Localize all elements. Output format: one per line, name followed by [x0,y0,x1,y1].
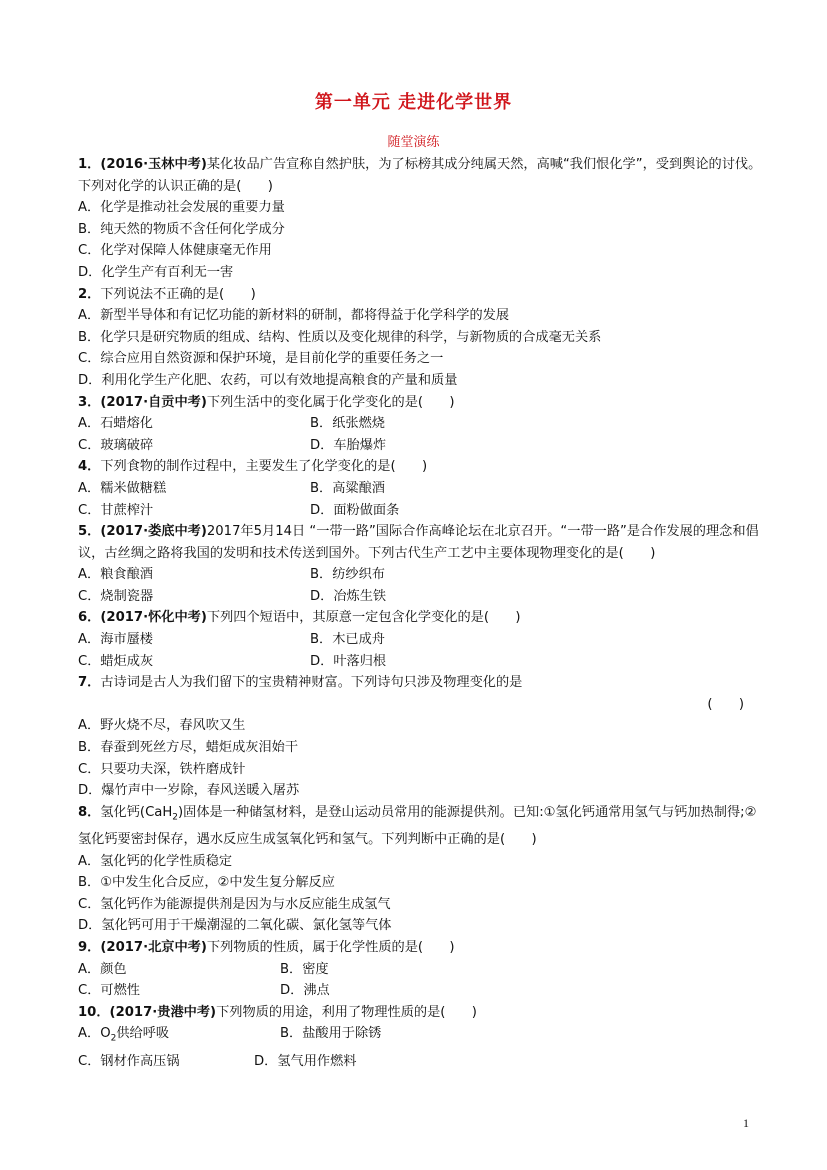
option-d: D．爆竹声中一岁除，春风送暖入屠苏 [78,783,300,799]
option-row [78,651,768,673]
option-b: B．密度 [280,961,329,977]
option-c: C．综合应用自然资源和保护环境，是目前化学的重要任务之一 [78,351,444,367]
option-b: B．木已成舟 [310,632,385,648]
question-number: 8． [78,804,101,820]
question-list [78,154,768,1072]
option-a: A．氢化钙的化学性质稳定 [78,853,233,869]
question-number: 6． [78,610,101,626]
answer-paren: ( ) [707,696,744,712]
option-d: D．化学生产有百利无一害 [78,264,234,280]
question-text: 下列生活中的变化属于化学变化的是( ) [206,394,455,410]
question-9 [78,937,768,959]
question-number: 7． [78,675,101,691]
option-c: C．可燃性 [78,983,140,999]
option-c: C．玻璃破碎 [78,437,154,453]
option-c: C．烧制瓷器 [78,588,154,604]
question-text: 下列食物的制作过程中，主要发生了化学变化的是( ) [100,459,428,475]
question-1 [78,154,768,197]
option-b: B．高粱酿酒 [310,480,385,496]
section-subtitle: 随堂演练 [387,135,440,150]
option-a: A．新型半导体和有记忆功能的新材料的研制，都将得益于化学科学的发展 [78,308,510,324]
question-6 [78,607,768,629]
option-d: D．利用化学生产化肥、农药，可以有效地提高粮食的产量和质量 [78,372,458,388]
option-row [78,980,768,1002]
option-d: D．氢化钙可用于干燥潮湿的二氧化碳、氯化氢等气体 [78,918,392,934]
option-row [78,586,768,608]
option-text: A．O [78,1026,111,1042]
option-d: D．车胎爆炸 [310,437,387,453]
question-number: 4． [78,459,101,475]
question-text: 氢化钙(CaH [100,804,173,820]
option-b: B．①中发生化合反应，②中发生复分解反应 [78,875,335,891]
option-row [78,500,768,522]
page-number: 1 [743,1116,749,1130]
option-a: A．糯米做糖糕 [78,480,167,496]
option-b: B．化学只是研究物质的组成、结构、性质以及变化规律的科学，与新物质的合成毫无关系 [78,329,602,345]
option-d: D．冶炼生铁 [310,588,387,604]
question-text: )固体是一种储氢材料，是登山运动员常用的能源提供剂。已知:①氢化钙通常用氢气与钙加热制得;②氢化钙要密封保存，遇水反应生成氢氧化钙和氢气。下列判断中正确的是( ) [78,804,757,848]
option-a: A．颜色 [78,961,127,977]
option-d: D．面粉做面条 [310,502,400,518]
option-row [78,435,768,457]
option-d: D．氢气用作燃料 [254,1053,357,1069]
option-c: C．钢材作高压锅 [78,1053,180,1069]
option-c: C．蜡炬成灰 [78,653,154,669]
question-number: 3． [78,394,101,410]
option-c: C．氢化钙作为能源提供剂是因为与水反应能生成氢气 [78,896,391,912]
question-source: (2017·娄底中考) [100,524,207,540]
question-text: 2017年5月14日 “一带一路”国际合作高峰论坛在北京召开。“一带一路”是合作发展的理念和倡议，古丝绸之路将我国的发明和技术传送到国外。下列古代生产工艺中主要体现物理变化的是( ) [78,524,759,561]
option-row [78,1023,768,1050]
question-source: (2017·自贡中考) [100,394,207,410]
option-row [78,1051,768,1073]
option-row [78,629,768,651]
question-number: 2． [78,286,101,302]
option-b: B．盐酸用于除锈 [280,1026,382,1042]
question-number: 1． [78,157,101,172]
question-7 [78,672,768,694]
option-row [78,959,768,981]
question-source: (2017·怀化中考) [100,610,207,626]
question-text: 某化妆品广告宣称自然护肤，为了标榜其成分纯属天然，高喊“我们恨化学”，受到舆论的讨伐。下列对化学的认识正确的是( ) [78,157,762,194]
subscript: 2 [172,812,179,823]
question-number: 10． [78,1004,110,1020]
question-text: 下列说法不正确的是( ) [100,286,256,302]
question-10 [78,1002,768,1024]
option-b: B．春蚕到死丝方尽，蜡炬成灰泪始干 [78,740,299,756]
page-title: 第一单元 走进化学世界 [314,92,513,113]
question-8 [78,802,768,851]
question-text: 下列物质的性质，属于化学性质的是( ) [206,940,455,956]
question-source: (2017·北京中考) [100,940,207,956]
question-number: 5． [78,524,101,540]
option-row [78,564,768,586]
option-b: B．纺纱织布 [310,567,385,583]
option-c: C．只要功夫深，铁杵磨成针 [78,761,246,777]
question-number: 9． [78,940,101,956]
question-text: 下列四个短语中，其原意一定包含化学变化的是( ) [206,610,521,626]
question-2 [78,284,768,306]
option-b: B．纯天然的物质不含任何化学成分 [78,221,285,237]
question-text: 古诗词是古人为我们留下的宝贵精神财富。下列诗句只涉及物理变化的是 [100,675,523,691]
question-3 [78,392,768,414]
option-c: C．甘蔗榨汁 [78,502,154,518]
option-text: 供给呼吸 [116,1026,170,1042]
option-c: C．化学对保障人体健康毫无作用 [78,243,272,259]
question-text: 下列物质的用途，利用了物理性质的是( ) [216,1004,477,1020]
option-a: A．化学是推动社会发展的重要力量 [78,200,285,216]
option-d: D．叶落归根 [310,653,387,669]
option-row [78,413,768,435]
option-d: D．沸点 [280,983,330,999]
question-source: (2017·贵港中考) [109,1004,217,1020]
option-row [78,478,768,500]
option-a: A．海市蜃楼 [78,632,153,648]
subscript: 2 [110,1034,117,1045]
option-a: A．粮食酿酒 [78,567,153,583]
option-a [78,1023,280,1050]
question-4 [78,456,768,478]
question-source: (2016·玉林中考) [100,157,207,172]
option-a: A．石蜡熔化 [78,416,153,432]
question-5 [78,521,768,564]
option-a: A．野火烧不尽，春风吹又生 [78,718,246,734]
option-b: B．纸张燃烧 [310,416,385,432]
